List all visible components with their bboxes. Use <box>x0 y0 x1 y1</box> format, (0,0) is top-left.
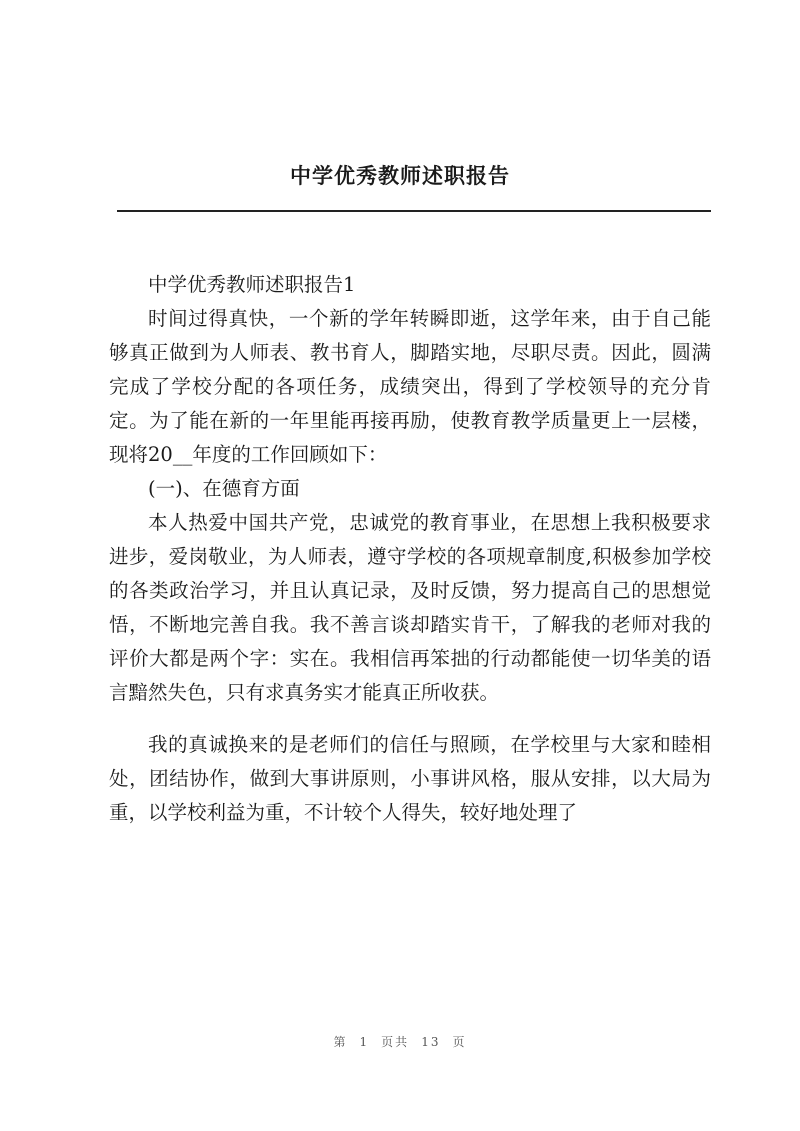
page-title: 中学优秀教师述职报告 <box>290 163 510 188</box>
paragraph-intro: 时间过得真快，一个新的学年转瞬即逝，这学年来，由于自己能够真正做到为人师表、教书育人，脚踏实地，尽职尽责。因此，圆满完成了学校分配的各项任务，成绩突出，得到了学校领导的充分肯定。为了能在新的一年里能再接再励，使教育教学质量更上一层楼，现将20__年度的工作回顾如下： <box>109 307 711 466</box>
footer-middle: 页共 <box>381 1035 410 1049</box>
subsection-heading: (一)、在德育方面 <box>148 477 300 500</box>
paragraph-moral-education: 本人热爱中国共产党，忠诚党的教育事业，在思想上我积极要求进步，爱岗敬业，为人师表，遵守学校的各项规章制度,积极参加学校的各类政治学习，并且认真记录，及时反馈，努力提高自己的思想觉悟，不断地完善自我。我不善言谈却踏实肯干，了解我的老师对我的评价大都是两个字：实在。我相信再笨拙的行动都能使一切华美的语言黯然失色，只有求真务实才能真正所收获。 <box>109 511 711 704</box>
page-footer <box>0 1033 800 1050</box>
section-heading: 中学优秀教师述职报告1 <box>148 273 356 296</box>
title-divider <box>117 210 711 212</box>
footer-suffix: 页 <box>452 1035 467 1049</box>
paragraph-colleagues: 我的真诚换来的是老师们的信任与照顾，在学校里与大家和睦相处，团结协作，做到大事讲原则，小事讲风格，服从安排，以大局为重，以学校利益为重，不计较个人得失，较好地处理了 <box>109 733 711 824</box>
document-body <box>109 268 711 830</box>
footer-total-pages: 13 <box>421 1035 441 1049</box>
footer-current-page: 1 <box>359 1035 370 1049</box>
footer-prefix: 第 <box>333 1035 348 1049</box>
